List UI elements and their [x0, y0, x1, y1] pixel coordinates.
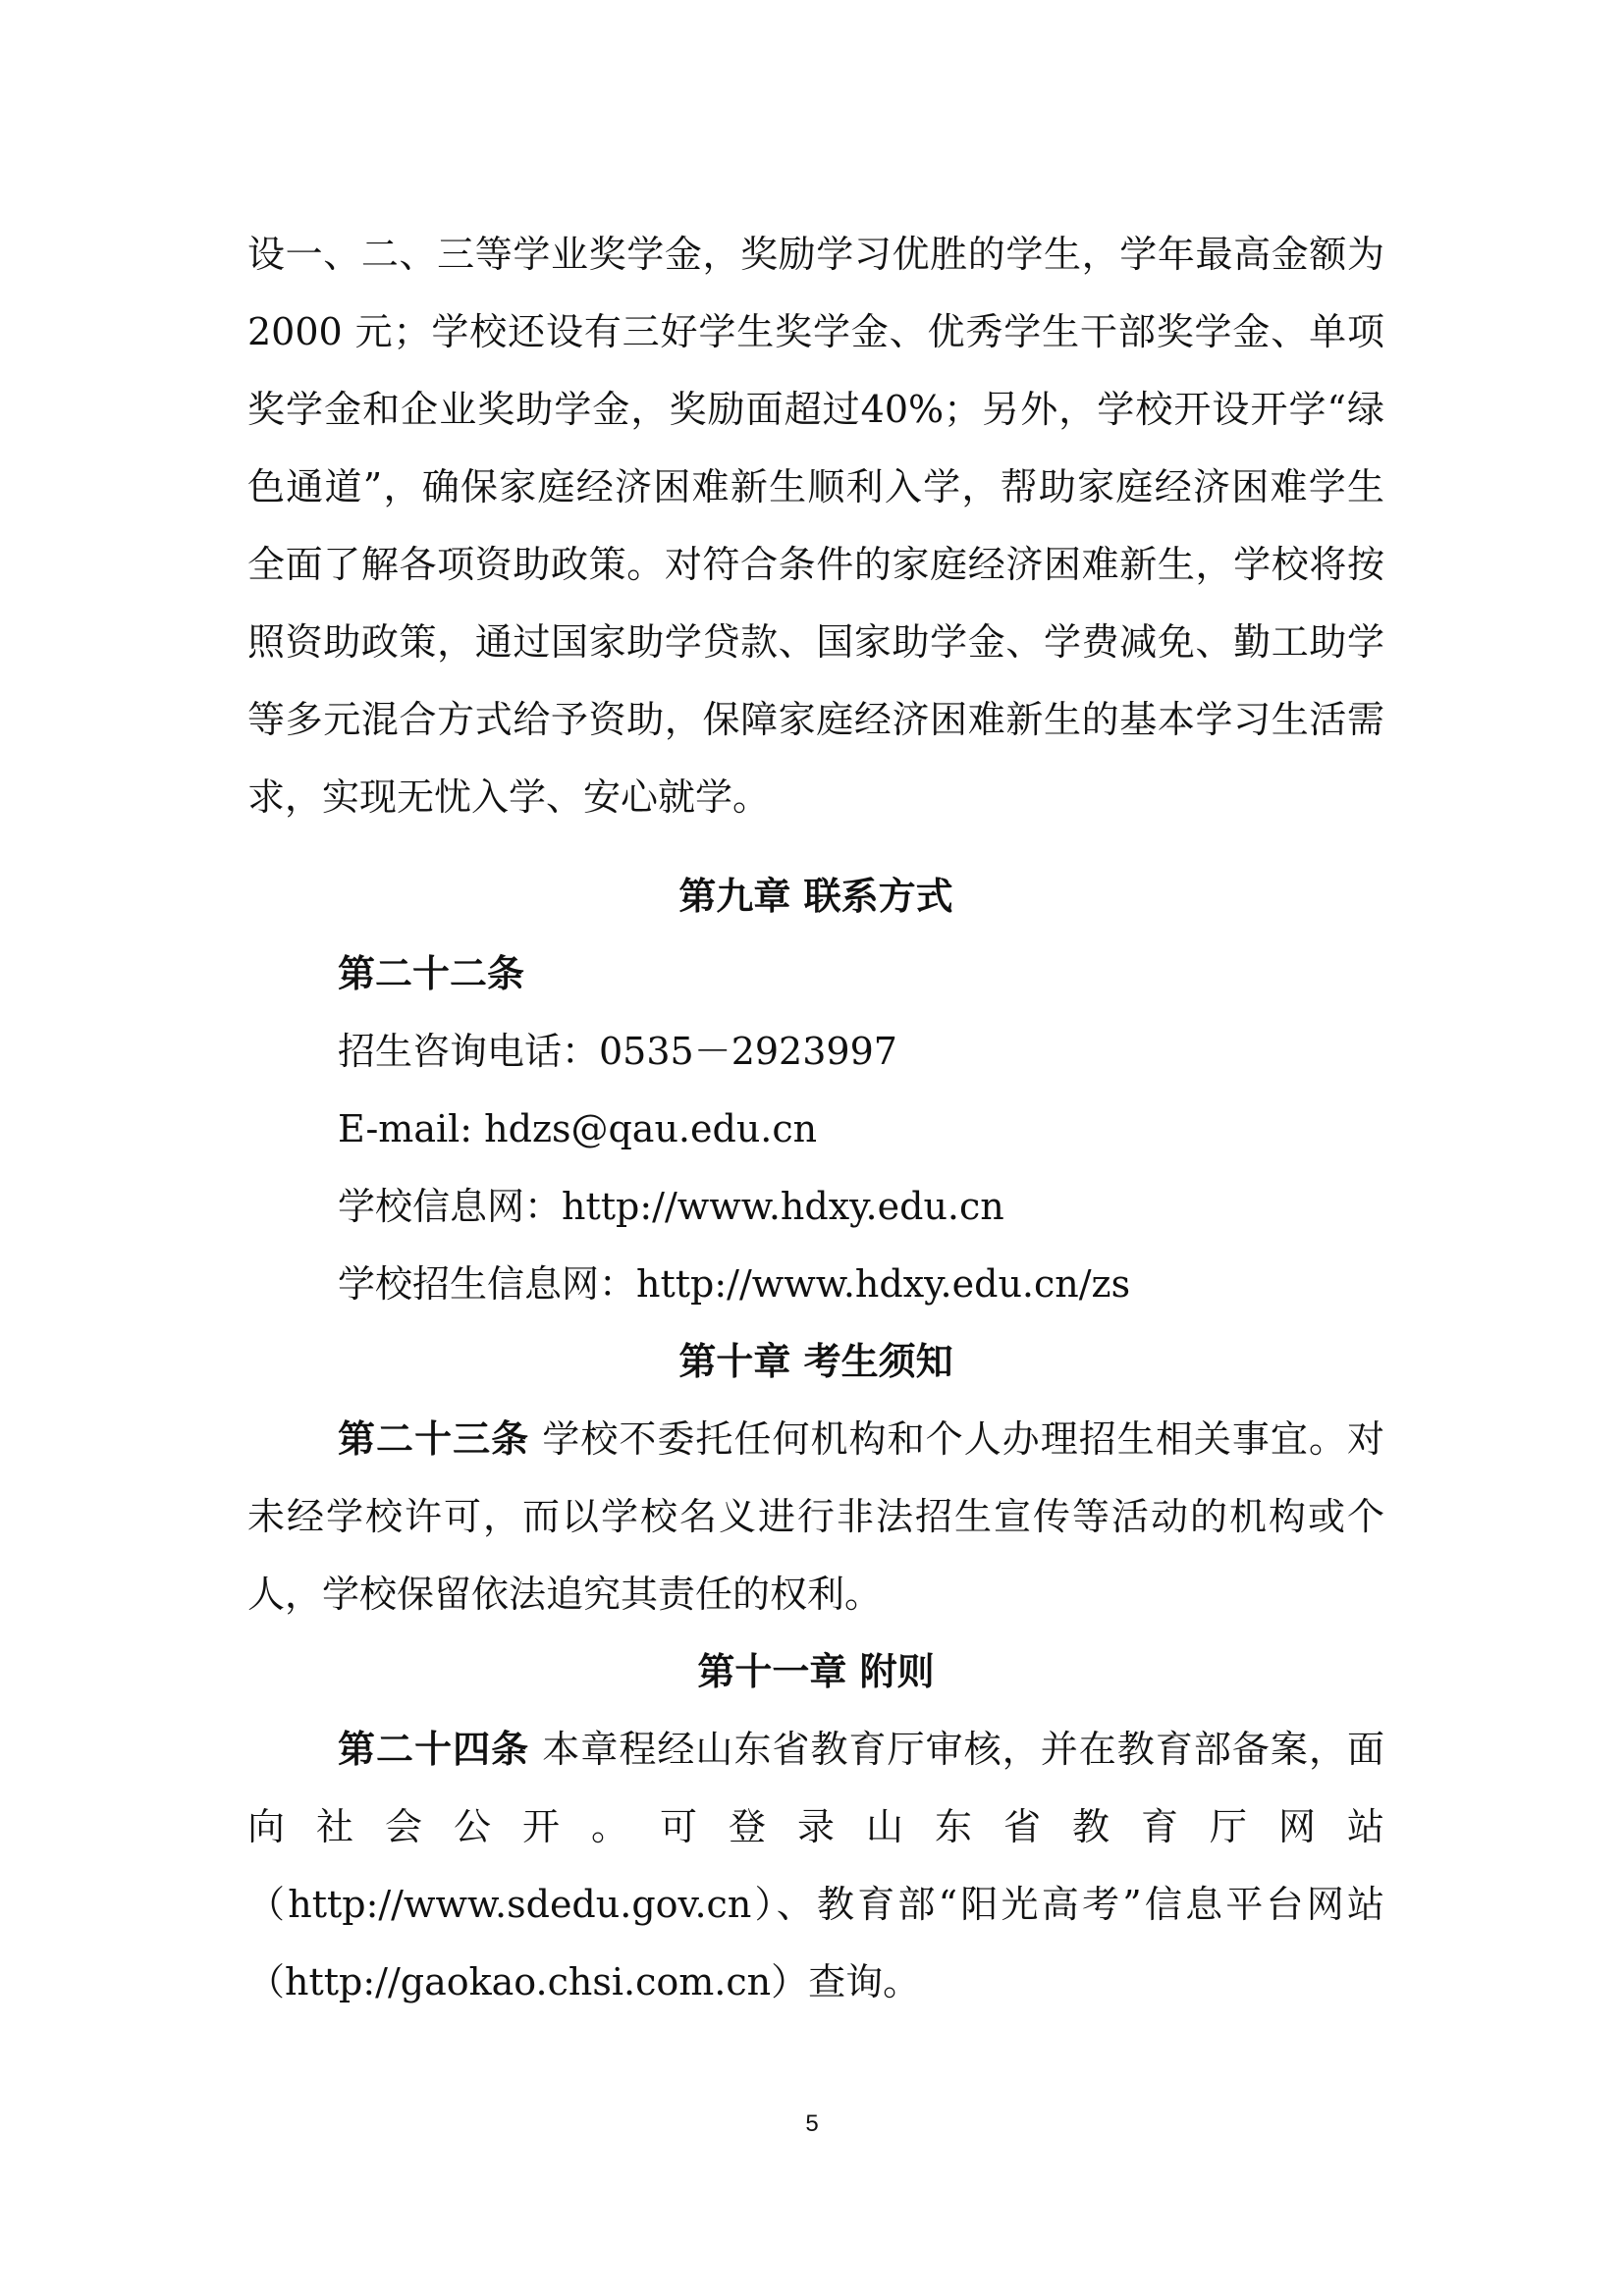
email-line: E-mail: hdzs@qau.edu.cn: [338, 1107, 818, 1150]
article-24-title: 第二十四条: [338, 1728, 530, 1771]
article-23-paragraph: [247, 1401, 1384, 1633]
article-24-text: 本章程经山东省教育厅审核，并在教育部备案，面向社会公开。可登录山东省教育厅网站（http://www.sdedu.gov.cn）、教育部“阳光高考”信息平台网站（http://gaokao.chsi.com.cn）查询。: [247, 1728, 1384, 2003]
scholarship-paragraph: 设一、二、三等学业奖学金，奖励学习优胜的学生，学年最高金额为 2000 元；学校还设有三好学生奖学金、优秀学生干部奖学金、单项奖学金和企业奖助学金，奖励面超过40%；另外，学校开设开学“绿色通道”，确保家庭经济困难新生顺利入学，帮助家庭经济困难学生全面了解各项资助政策。对符合条件的家庭经济困难新生，学校将按照资助政策，通过国家助学贷款、国家助学金、学费减免、勤工助学等多元混合方式给予资助，保障家庭经济困难新生的基本学习生活需求，实现无忧入学、安心就学。: [247, 233, 1384, 819]
article-23-text: 学校不委托任何机构和个人办理招生相关事宜。对未经学校许可，而以学校名义进行非法招生宣传等活动的机构或个人，学校保留依法追究其责任的权利。: [247, 1417, 1384, 1616]
website-line: 学校信息网：http://www.hdxy.edu.cn: [338, 1185, 1004, 1228]
article-23-title: 第二十三条: [338, 1417, 530, 1461]
article-24-paragraph: [247, 1711, 1384, 2021]
article-22-title: 第二十二条: [338, 952, 525, 995]
admission-website-line: 学校招生信息网：http://www.hdxy.edu.cn/zs: [338, 1262, 1131, 1306]
chapter-11-title: 第十一章 附则: [697, 1650, 935, 1693]
chapter-9-title: 第九章 联系方式: [678, 875, 953, 918]
chapter-10-title: 第十章 考生须知: [678, 1340, 953, 1383]
page-number: 5: [805, 2110, 819, 2137]
phone-line: 招生咨询电话：0535－2923997: [338, 1030, 897, 1073]
document-page: [247, 216, 1384, 2021]
